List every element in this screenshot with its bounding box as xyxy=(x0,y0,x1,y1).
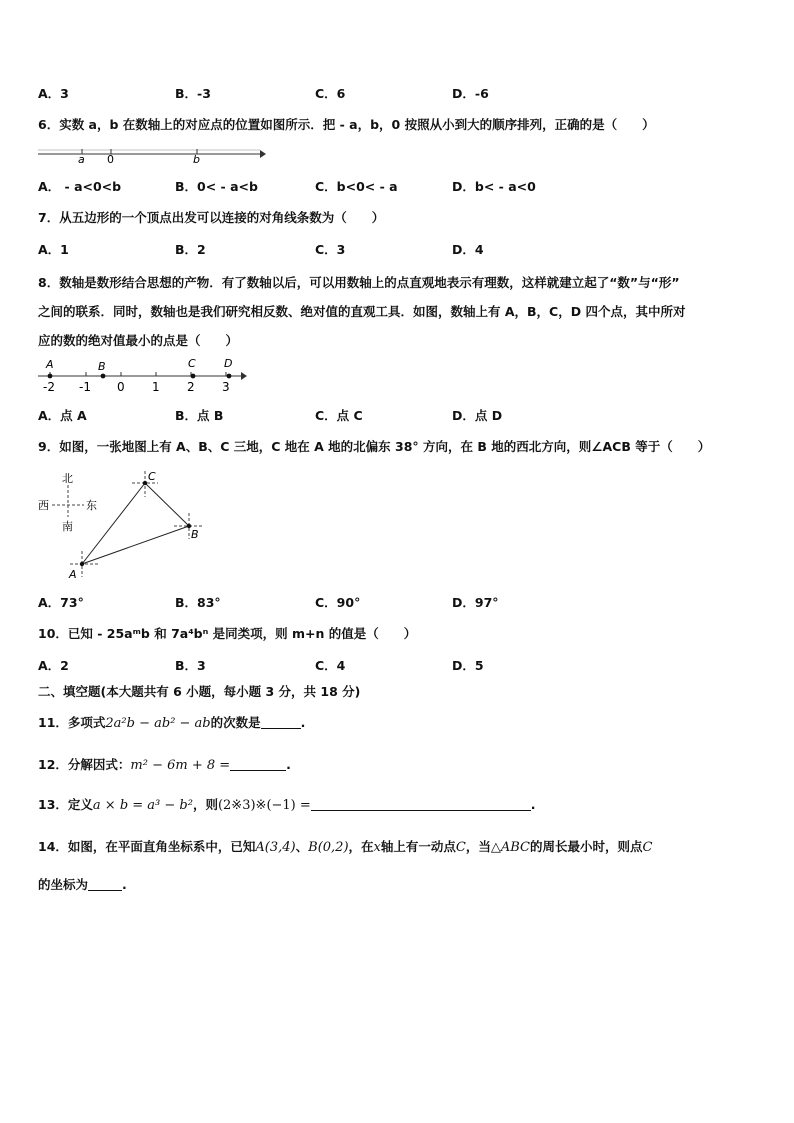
q12-answer-blank[interactable] xyxy=(230,758,286,771)
q14-text-a: 14．如图，在平面直角坐标系中，已知 xyxy=(38,839,256,854)
q9-side-ac xyxy=(82,483,145,564)
q8-axis-arrow xyxy=(241,372,247,380)
q9-compass-north: 北 xyxy=(62,472,73,485)
q8-point-b xyxy=(101,374,106,379)
q6-option-c[interactable]: C．b<0< - a xyxy=(315,179,398,194)
q8-label-a: A xyxy=(46,358,54,371)
q14-triangle: △ABC xyxy=(490,840,530,855)
q6-option-b[interactable]: B．0< - a<b xyxy=(175,179,258,194)
q8-label-c: C xyxy=(188,357,196,370)
q5-option-d[interactable]: D．-6 xyxy=(452,86,489,101)
q8-tick-label-m2: -2 xyxy=(43,380,55,394)
q8-option-b[interactable]: B．点 B xyxy=(175,408,224,423)
q6-label-a: a xyxy=(78,153,85,166)
q10-option-c[interactable]: C．4 xyxy=(315,658,346,673)
q9-option-d[interactable]: D．97° xyxy=(452,595,499,610)
q14-x: x xyxy=(373,840,381,855)
q8-options xyxy=(38,406,758,424)
q11 xyxy=(38,713,305,731)
q6-label-b: b xyxy=(193,153,200,166)
q6-axis-arrow xyxy=(260,150,266,158)
q8-label-b: B xyxy=(98,360,106,373)
q11-prefix: 11．多项式 xyxy=(38,715,106,730)
q14-text-d: ，当 xyxy=(465,839,491,854)
q14-text-line2: 的坐标为 xyxy=(38,877,89,892)
q13-end: . xyxy=(530,797,536,812)
q14-point-a: A(3,4) xyxy=(255,840,296,855)
q14-end: . xyxy=(122,877,127,892)
q11-end: . xyxy=(300,715,306,730)
q9-label-c: C xyxy=(148,470,156,483)
q6-options xyxy=(38,177,758,195)
q8-tick-label-1: 1 xyxy=(152,380,160,394)
q9-option-a[interactable]: A．73° xyxy=(38,595,84,610)
q10-option-a[interactable]: A．2 xyxy=(38,658,69,673)
q9-compass-east: 东 xyxy=(86,499,97,512)
q13-answer-blank[interactable] xyxy=(311,798,531,811)
q7-option-d[interactable]: D．4 xyxy=(452,242,484,257)
section2-heading: 二、填空题(本大题共有 6 小题，每小题 3 分，共 18 分) xyxy=(38,684,361,699)
q14-text-e: 的周长最小时，则点 xyxy=(530,839,643,854)
q5-option-a[interactable]: A．3 xyxy=(38,86,69,101)
q8-tick-label-0: 0 xyxy=(117,380,125,394)
q7-options xyxy=(38,240,758,258)
q9-map-figure xyxy=(36,465,211,585)
q9-side-ab xyxy=(82,526,189,564)
q12-expression: m² − 6m + 8 = xyxy=(130,758,231,773)
q6-option-d[interactable]: D．b< - a<0 xyxy=(452,179,536,194)
q9-compass-south: 南 xyxy=(62,520,73,533)
q6-label-0: 0 xyxy=(107,153,114,166)
q14-sep: 、 xyxy=(295,839,309,854)
q9-point-a xyxy=(80,562,84,566)
q9-compass-west: 西 xyxy=(38,499,49,512)
q8-number-line xyxy=(36,356,251,396)
q12-prefix: 12．分解因式： xyxy=(38,757,131,772)
q8-option-d[interactable]: D．点 D xyxy=(452,408,503,423)
q14-c2: C xyxy=(642,840,653,855)
q8-option-a[interactable]: A．点 A xyxy=(38,408,87,423)
q14-point-b: B(0,2) xyxy=(308,840,349,855)
q8-label-d: D xyxy=(224,357,233,370)
q8-point-c xyxy=(191,374,196,379)
q13 xyxy=(38,795,536,813)
q5-option-c[interactable]: C．6 xyxy=(315,86,346,101)
q8-stem-line1: 8．数轴是数形结合思想的产物．有了数轴以后，可以用数轴上的点直观地表示有理数，这样就建立起了“数”与“形” xyxy=(38,275,680,290)
q8-tick-label-3: 3 xyxy=(222,380,230,394)
q8-tick-label-2: 2 xyxy=(187,380,195,394)
q7-option-b[interactable]: B．2 xyxy=(175,242,206,257)
q9-label-b: B xyxy=(191,528,199,541)
q13-definition: a × b = a³ − b² xyxy=(92,798,193,813)
q8-tick-label-m1: -1 xyxy=(79,380,91,394)
q13-mid: ，则 xyxy=(192,797,218,812)
q6-stem: 6．实数 a，b 在数轴上的对应点的位置如图所示．把 - a，b，0 按照从小到大的顺序排列，正确的是（ ） xyxy=(38,117,655,132)
q10-options xyxy=(38,656,758,674)
q11-suffix: 的次数是 xyxy=(210,715,261,730)
q6-option-a[interactable]: A． - a<0<b xyxy=(38,179,122,194)
q14-line1 xyxy=(38,837,652,855)
q9-point-c xyxy=(143,481,147,485)
q14-text-b: ，在 xyxy=(348,839,374,854)
q10-stem: 10．已知 - 25aᵐb 和 7a⁴bⁿ 是同类项，则 m+n 的值是（ ） xyxy=(38,626,417,641)
q13-prefix: 13．定义 xyxy=(38,797,93,812)
q8-point-d xyxy=(227,374,232,379)
q8-stem-line3: 应的数的绝对值最小的点是（ ） xyxy=(38,333,239,348)
q7-option-c[interactable]: C．3 xyxy=(315,242,346,257)
q14-line2 xyxy=(38,875,127,893)
q6-number-line xyxy=(36,142,268,166)
q12 xyxy=(38,755,291,773)
q7-option-a[interactable]: A．1 xyxy=(38,242,69,257)
q13-expression: (2※3)※(−1) = xyxy=(217,798,311,813)
q8-point-a xyxy=(48,374,53,379)
q11-expression: 2a²b − ab² − ab xyxy=(105,716,211,731)
q9-stem: 9．如图，一张地图上有 A、B、C 三地，C 地在 A 地的北偏东 38° 方向，在 B 地的西北方向，则∠ACB 等于（ ） xyxy=(38,439,711,454)
q5-options xyxy=(38,84,758,102)
q8-stem-line2: 之间的联系．同时，数轴也是我们研究相反数、绝对值的直观工具．如图，数轴上有 A，B，C，D 四个点，其中所对 xyxy=(38,304,686,319)
q12-end: . xyxy=(286,757,291,772)
q9-option-b[interactable]: B．83° xyxy=(175,595,221,610)
q14-c: C xyxy=(455,840,466,855)
q9-side-cb xyxy=(145,483,189,526)
q10-option-d[interactable]: D．5 xyxy=(452,658,484,673)
q7-stem: 7．从五边形的一个顶点出发可以连接的对角线条数为（ ） xyxy=(38,210,385,225)
q14-text-c: 轴上有一动点 xyxy=(380,839,456,854)
q8-option-c[interactable]: C．点 C xyxy=(315,408,363,423)
q9-options xyxy=(38,593,758,611)
q11-answer-blank[interactable] xyxy=(261,716,301,729)
q14-answer-blank[interactable] xyxy=(88,878,122,891)
q10-option-b[interactable]: B．3 xyxy=(175,658,206,673)
q9-label-a: A xyxy=(69,568,77,581)
q5-option-b[interactable]: B．-3 xyxy=(175,86,211,101)
q9-option-c[interactable]: C．90° xyxy=(315,595,361,610)
